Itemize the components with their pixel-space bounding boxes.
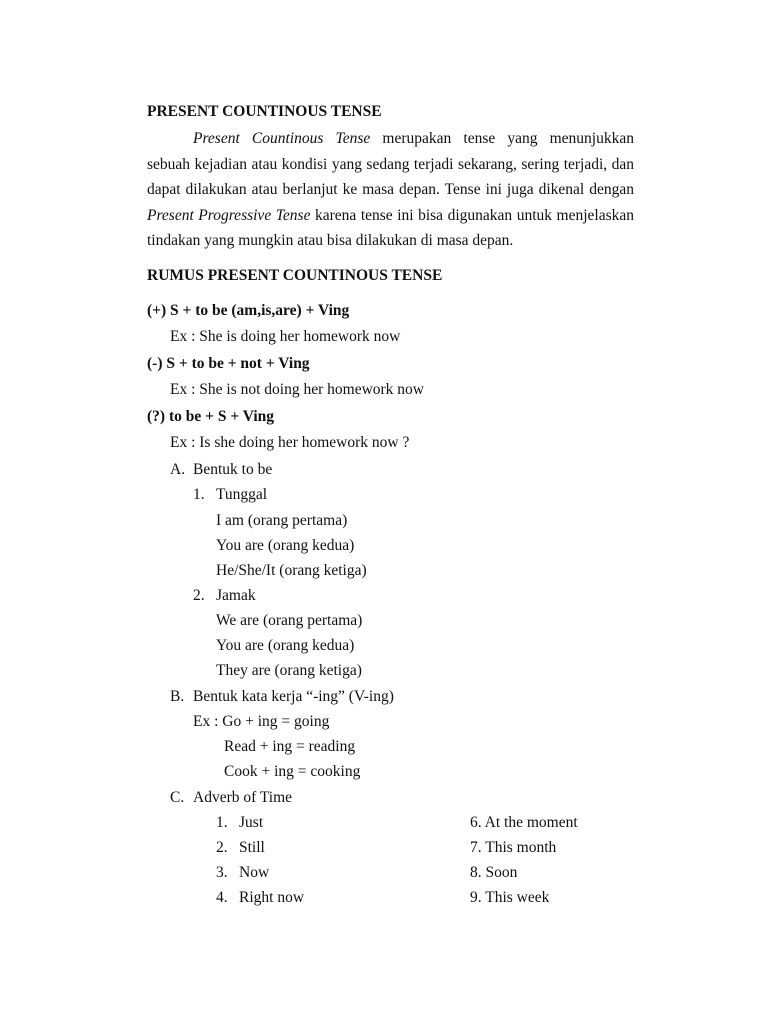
section-b-example: Read + ing = reading — [224, 738, 356, 755]
section-c-title: Adverb of Time — [193, 789, 293, 806]
tunggal-title: Tunggal — [216, 486, 268, 503]
section-c-label: C. — [170, 789, 185, 806]
adverb-item-right: 9. This week — [470, 889, 550, 906]
rumus-heading: RUMUS PRESENT COUNTINOUS TENSE — [147, 267, 443, 284]
intro-line-4 — [147, 208, 634, 224]
section-b-label: B. — [170, 688, 185, 705]
example-positive: Ex : She is doing her homework now — [170, 328, 401, 345]
adverb-item-right: 7. This month — [470, 839, 557, 856]
section-a-title: Bentuk to be — [193, 461, 273, 478]
intro-line-4-rest: karena tense ini bisa digunakan untuk menjelaskan — [310, 207, 634, 224]
intro-line-5: tindakan yang mungkin atau bisa dilakukan di masa depan. — [147, 232, 514, 249]
section-a-label: A. — [170, 461, 186, 478]
intro-line-3: dapat dilakukan atau berlanjut ke masa depan. Tense ini juga dikenal dengan — [147, 181, 634, 198]
page-title: PRESENT COUNTINOUS TENSE — [147, 103, 382, 120]
formula-negative: (-) S + to be + not + Ving — [147, 355, 310, 372]
intro-term-1: Present Countinous Tense — [193, 130, 371, 147]
adverb-num: 2. — [216, 839, 228, 856]
jamak-num: 2. — [193, 587, 205, 604]
adverb-item: Now — [239, 864, 270, 881]
tunggal-num: 1. — [193, 486, 205, 503]
adverb-item-right: 8. Soon — [470, 864, 518, 881]
adverb-num: 1. — [216, 814, 228, 831]
adverb-item: Still — [239, 839, 265, 856]
jamak-item: You are (orang kedua) — [216, 637, 355, 654]
example-negative: Ex : She is not doing her homework now — [170, 381, 425, 398]
intro-term-2: Present Progressive Tense — [147, 207, 311, 224]
adverb-item: Just — [239, 814, 264, 831]
intro-line-1 — [147, 131, 634, 147]
section-b-title: Bentuk kata kerja “-ing” (V-ing) — [193, 688, 394, 705]
formula-positive: (+) S + to be (am,is,are) + Ving — [147, 302, 350, 319]
example-question: Ex : Is she doing her homework now ? — [170, 434, 410, 451]
intro-line-1-rest: merupakan tense yang menunjukkan — [370, 130, 634, 147]
formula-question: (?) to be + S + Ving — [147, 408, 275, 425]
jamak-item: We are (orang pertama) — [216, 612, 363, 629]
section-b-example: Ex : Go + ing = going — [193, 713, 330, 730]
tunggal-item: He/She/It (orang ketiga) — [216, 562, 367, 579]
jamak-title: Jamak — [216, 587, 256, 604]
adverb-item: Right now — [239, 889, 305, 906]
adverb-num: 4. — [216, 889, 228, 906]
section-b-example: Cook + ing = cooking — [224, 763, 361, 780]
tunggal-item: You are (orang kedua) — [216, 537, 355, 554]
jamak-item: They are (orang ketiga) — [216, 662, 362, 679]
intro-line-2: sebuah kejadian atau kondisi yang sedang terjadi sekarang, sering terjadi, dan — [147, 156, 634, 173]
adverb-item-right: 6. At the moment — [470, 814, 578, 831]
tunggal-item: I am (orang pertama) — [216, 512, 348, 529]
adverb-num: 3. — [216, 864, 228, 881]
